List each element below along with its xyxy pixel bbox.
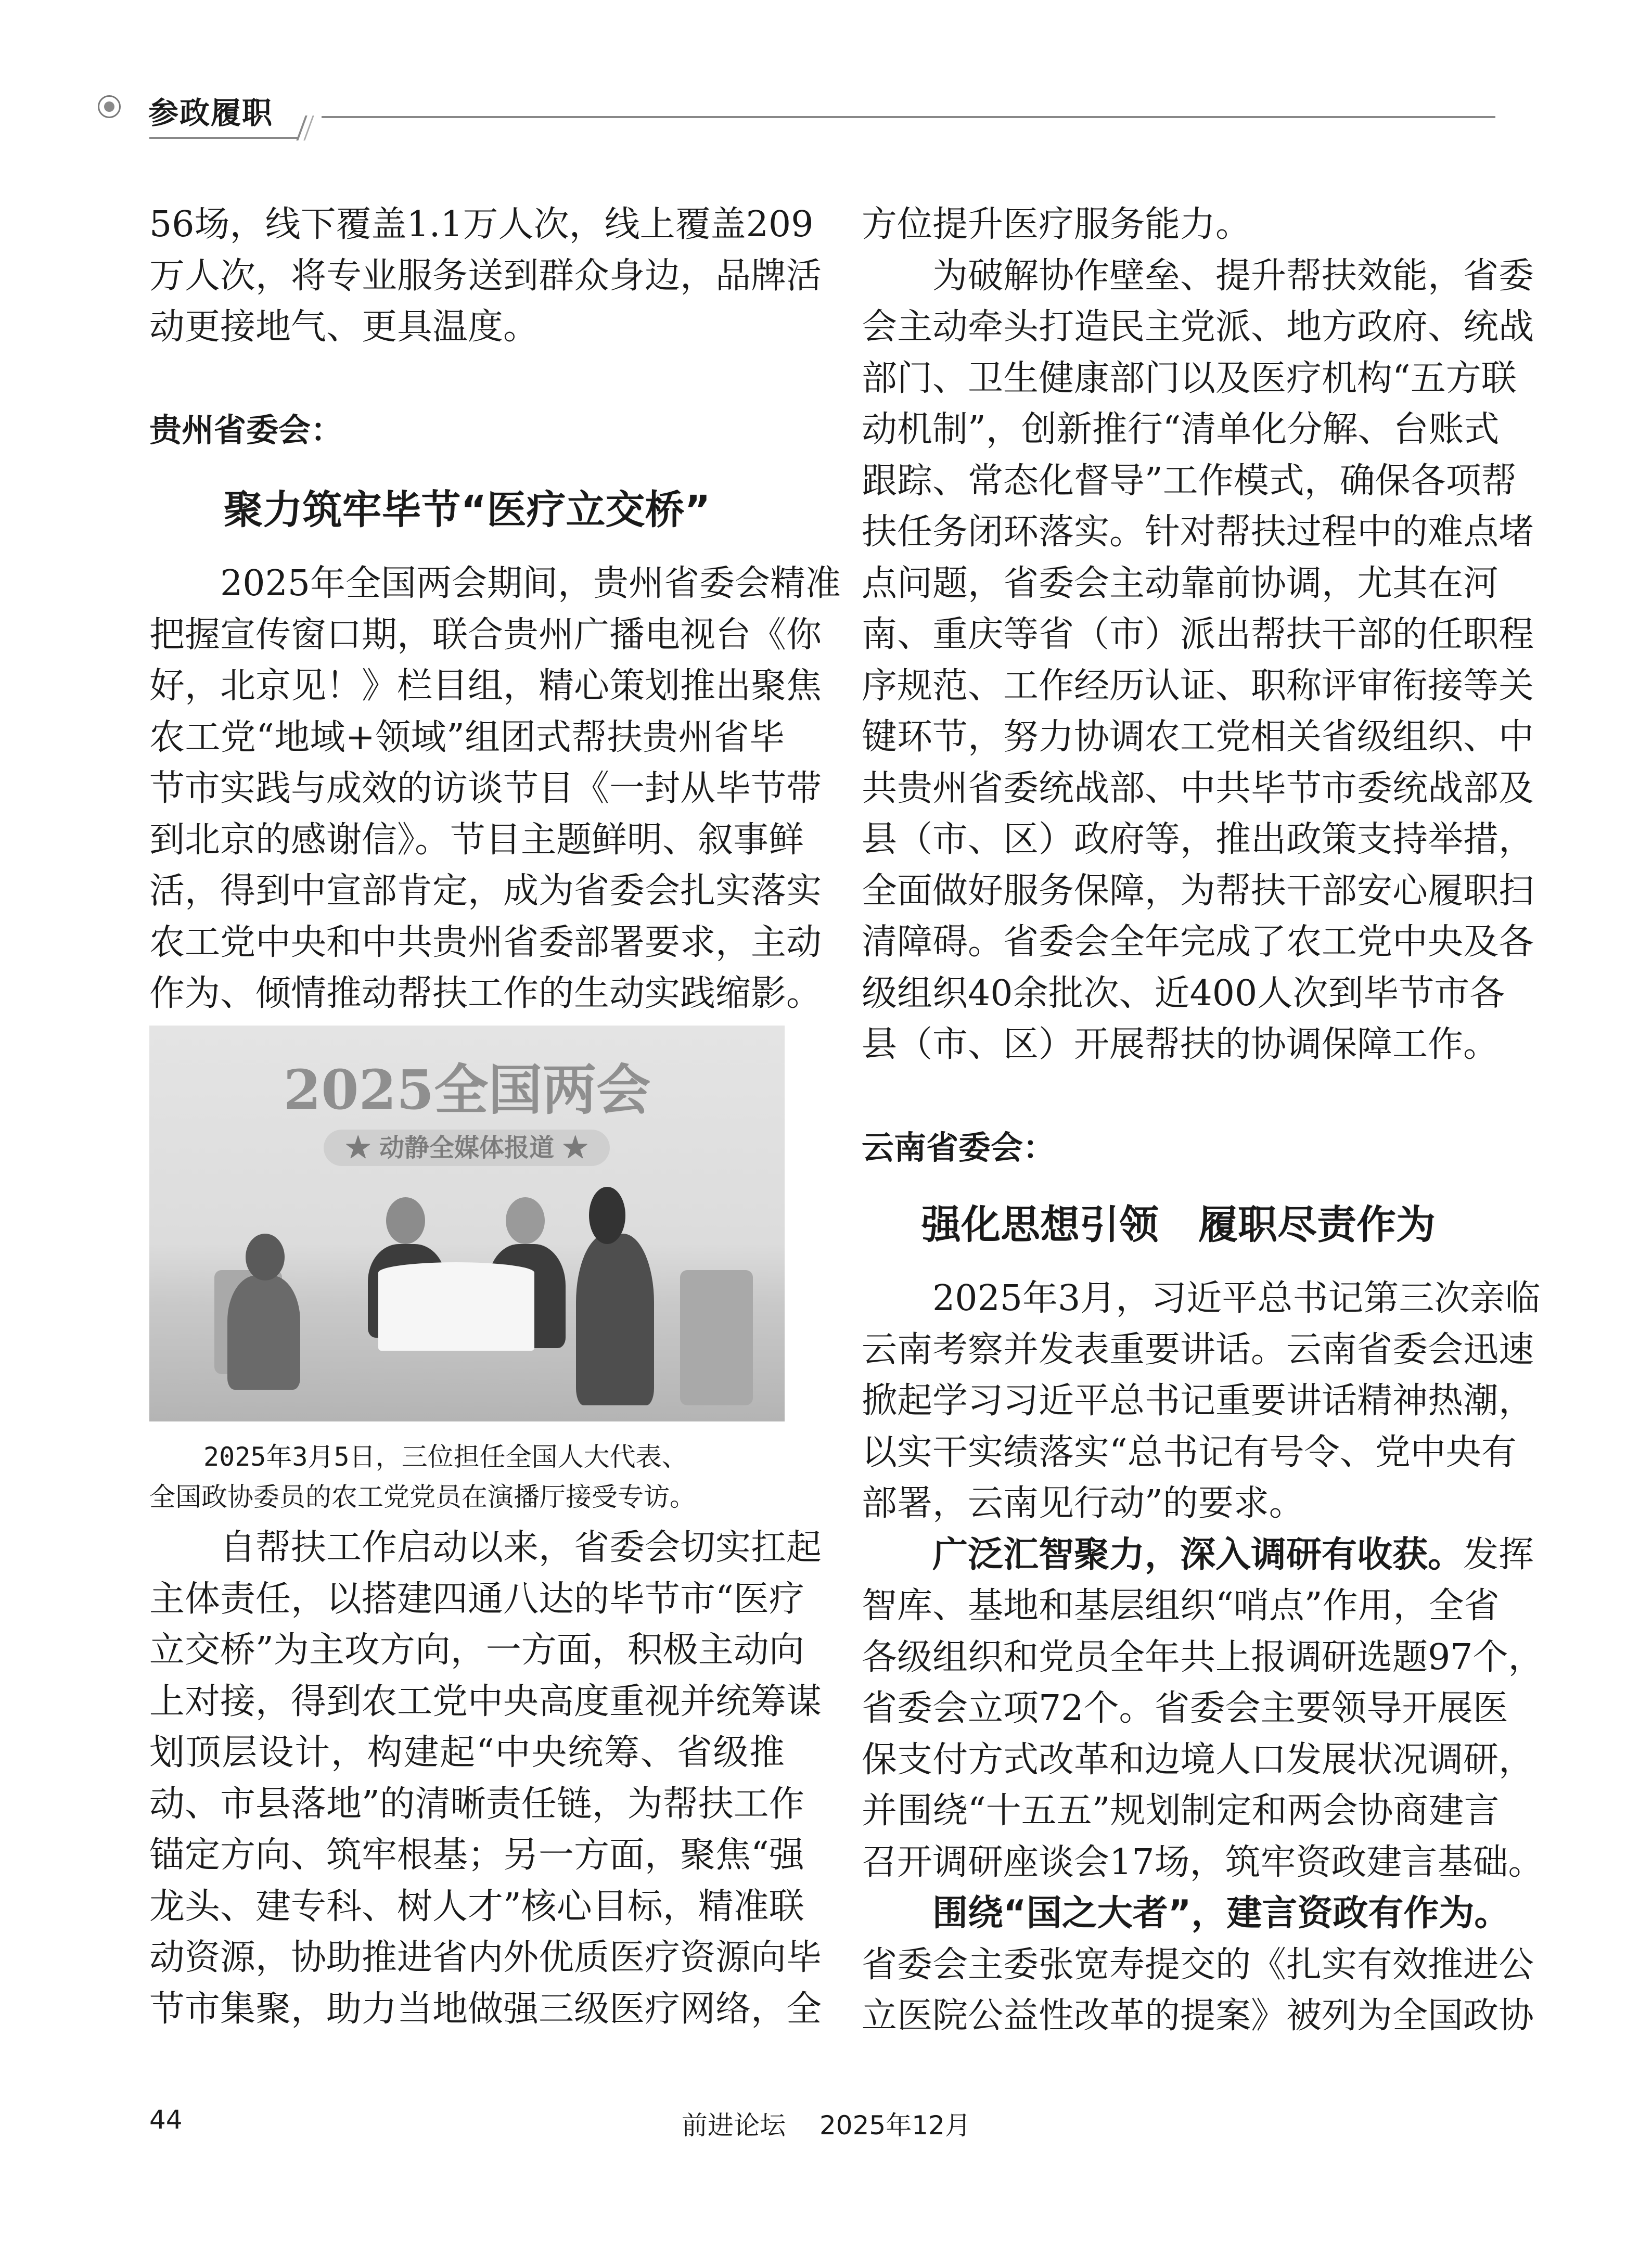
- line-text: 节市实践与成效的访谈节目《一封从毕节带: [149, 768, 822, 809]
- text-line: [149, 1625, 804, 1676]
- line-text: 级组织40余批次、近400人次到毕节市各: [862, 972, 1505, 1014]
- line-text: 上对接，得到农工党中央高度重视并统筹谋: [149, 1681, 822, 1722]
- text-line: [149, 1932, 822, 1984]
- text-line: [149, 558, 841, 610]
- text-line: [149, 199, 814, 251]
- line-text: 全面做好服务保障，为帮扶干部安心履职扫: [862, 870, 1534, 912]
- publication-name: 前进论坛: [682, 2110, 786, 2141]
- caption-line: 全国政协委员的农工党党员在演播厅接受专访。: [149, 1482, 696, 1512]
- text-line: [862, 1683, 1508, 1735]
- text-line: [149, 1676, 822, 1728]
- text-line: [149, 302, 785, 353]
- page-number: 44: [149, 2105, 183, 2135]
- text-line: [862, 558, 1499, 610]
- text-line: [862, 251, 1534, 302]
- line-text: 会主动牵头打造民主党派、地方政府、统战: [862, 306, 1534, 348]
- text-line: [149, 815, 804, 866]
- line-text: 把握宣传窗口期，联合贵州广播电视台《你: [149, 614, 822, 656]
- line-text: 到北京的感谢信》。节目主题鲜明、叙事鲜: [149, 819, 804, 861]
- line-text: 农工党“地域+领域”组团式帮扶贵州省毕: [149, 716, 785, 758]
- text-line: [862, 302, 1534, 353]
- line-text: 掀起学习习近平总书记重要讲话精神热潮，: [862, 1380, 1534, 1421]
- line-text: 以实干实绩落实“总书记有号令、党中央有: [862, 1431, 1517, 1473]
- paragraph: [149, 1522, 822, 2035]
- text-line: [149, 251, 822, 302]
- line-text: 并围绕“十五五”规划制定和两会协商建言: [862, 1790, 1500, 1831]
- line-text: 好，北京见！》栏目组，精心策划推出聚焦: [149, 665, 822, 707]
- text-line: [862, 1427, 1517, 1479]
- paragraph: [862, 1888, 1534, 2042]
- line-text: 方位提升医疗服务能力。: [862, 204, 1251, 245]
- text-line: [862, 1019, 1499, 1071]
- line-text: 动机制”，创新推行“清单化分解、台账式: [862, 409, 1500, 450]
- text-line: [862, 1632, 1544, 1684]
- line-text: 2025年3月，习近平总书记第三次亲临: [932, 1278, 1541, 1319]
- run-in-heading: 围绕“国之大者”，建言资政有作为。: [932, 1893, 1510, 1934]
- line-text: 南、重庆等省（市）派出帮扶干部的任职程: [862, 614, 1534, 655]
- text-line: [149, 712, 785, 764]
- photo-caption: [149, 1437, 785, 1517]
- text-line: [862, 814, 1534, 866]
- text-line: [862, 917, 1534, 968]
- text-line: [149, 1574, 804, 1625]
- text-line: [862, 866, 1534, 917]
- text-line: [149, 1881, 804, 1933]
- line-text: 立交桥”为主攻方向，一方面，积极主动向: [149, 1630, 804, 1671]
- line-text: 召开调研座谈会17场，筑牢资政建言基础。: [862, 1841, 1544, 1883]
- text-line: [862, 609, 1534, 661]
- photo-banner-title: 2025全国两会: [283, 1058, 651, 1122]
- text-line: [149, 1779, 804, 1830]
- line-text: 智库、基地和基层组织“哨点”作用，全省: [862, 1585, 1500, 1626]
- caption-line: 2025年3月5日，三位担任全国人大代表、: [203, 1442, 688, 1472]
- interview-photo: [149, 1026, 785, 1421]
- line-text: 作为、倾情推动帮扶工作的生动实践缩影。: [149, 973, 822, 1014]
- section-title-guizhou: 聚力筑牢毕节“医疗立交桥”: [223, 486, 711, 533]
- line-text: 节市集聚，助力当地做强三级医疗网络，全: [149, 1988, 822, 2030]
- text-line: [862, 1940, 1534, 1991]
- text-line: [862, 507, 1534, 558]
- text-line: [149, 1830, 804, 1881]
- text-line: [149, 1522, 822, 1574]
- line-text: 划顶层设计，构建起“中央统筹、省级推: [149, 1732, 785, 1773]
- line-text: 清障碍。省委会全年完成了农工党中央及各: [862, 921, 1534, 963]
- line-text: 动更接地气、更具温度。: [149, 306, 539, 348]
- line-text: 为破解协作壁垒、提升帮扶效能，省委: [932, 255, 1534, 297]
- text-line: [862, 1273, 1541, 1325]
- line-text: 动资源，协助推进省内外优质医疗资源向毕: [149, 1937, 822, 1978]
- line-text: 各级组织和党员全年共上报调研选题97个，: [862, 1636, 1544, 1678]
- text-line: [149, 968, 822, 1020]
- line-text: 共贵州省委统战部、中共毕节市委统战部及: [862, 767, 1534, 809]
- section-label-guizhou: 贵州省委会：: [149, 411, 343, 449]
- line-text: 2025年全国两会期间，贵州省委会精准: [220, 563, 841, 604]
- line-text: 万人次，将专业服务送到群众身边，品牌活: [149, 255, 822, 297]
- continued-paragraph: [862, 199, 1495, 251]
- line-text: 县（市、区）政府等，推出政策支持举措，: [862, 819, 1534, 860]
- text-line: [149, 661, 822, 712]
- text-line: [862, 968, 1505, 1020]
- line-text: 县（市、区）开展帮扶的协调保障工作。: [862, 1024, 1499, 1065]
- text-line: [862, 1735, 1534, 1786]
- paragraph: [862, 1530, 1544, 1889]
- text-line: [862, 199, 1495, 251]
- text-line: [862, 1581, 1500, 1632]
- line-text: 56场，线下覆盖1.1万人次，线上覆盖209: [149, 204, 814, 245]
- text-line: [862, 1888, 1510, 1940]
- photo-banner-subtitle: ★ 动静全媒体报道 ★: [324, 1130, 610, 1166]
- section-header-title: 参政履职: [148, 95, 274, 131]
- line-text: 龙头、建专科、树人才”核心目标，精准联: [149, 1886, 804, 1927]
- text-line: [149, 866, 822, 917]
- header-rule-lower: [149, 137, 298, 139]
- line-text: 云南考察并发表重要讲话。云南省委会迅速: [862, 1329, 1534, 1370]
- target-circle-icon: [98, 95, 121, 118]
- text-line: [862, 353, 1517, 405]
- line-text: 动、市县落地”的清晰责任链，为帮扶工作: [149, 1783, 804, 1825]
- text-line: [149, 610, 822, 661]
- line-text: 自帮扶工作启动以来，省委会切实扛起: [220, 1527, 822, 1568]
- text-line: [149, 917, 822, 969]
- line-text: 主体责任，以搭建四通八达的毕节市“医疗: [149, 1578, 804, 1620]
- line-text: 农工党中央和中共贵州省委部署要求，主动: [149, 921, 822, 963]
- line-text: 活，得到中宣部肯定，成为省委会扎实落实: [149, 870, 822, 912]
- text-line: [862, 1478, 1495, 1530]
- text-line: [862, 404, 1500, 456]
- text-line: [862, 1376, 1534, 1427]
- text-line: [862, 1325, 1534, 1376]
- line-text: 保支付方式改革和边境人口发展状况调研，: [862, 1739, 1534, 1780]
- line-text: 点问题，省委会主动靠前协调，尤其在河: [862, 562, 1499, 604]
- paragraph: [149, 558, 841, 1020]
- intro-paragraph: [149, 199, 822, 353]
- line-text: 部署，云南见行动”的要求。: [862, 1483, 1304, 1524]
- line-text: 锚定方向、筑牢根基；另一方面，聚焦“强: [149, 1835, 804, 1876]
- text-line: [862, 1837, 1544, 1889]
- line-text: 跟踪、常态化督导”工作模式，确保各项帮: [862, 460, 1517, 502]
- text-line: [149, 763, 822, 815]
- line-text: 部门、卫生健康部门以及医疗机构“五方联: [862, 357, 1517, 399]
- text-line: [149, 1984, 822, 2035]
- line-text: 省委会立项72个。省委会主要领导开展医: [862, 1688, 1508, 1729]
- header-rule: [322, 116, 1495, 118]
- text-line: [862, 763, 1534, 815]
- line-text: 键环节，努力协调农工党相关省级组织、中: [862, 716, 1534, 758]
- section-label-yunnan: 云南省委会：: [862, 1129, 1056, 1167]
- issue-date: 2025年12月: [819, 2110, 971, 2141]
- line-text: 立医院公益性改革的提案》被列为全国政协: [862, 1995, 1534, 2036]
- text-line: [862, 1530, 1534, 1581]
- text-line: [862, 661, 1534, 712]
- text-line: [862, 456, 1517, 507]
- line-text: 序规范、工作经历认证、职称评审衔接等关: [862, 665, 1534, 707]
- section-title-yunnan: 强化思想引领 履职尽责作为: [921, 1201, 1436, 1248]
- line-text: 省委会主委张宽寿提交的《扎实有效推进公: [862, 1944, 1534, 1985]
- line-text: 发挥: [1463, 1534, 1534, 1575]
- paragraph: [862, 251, 1534, 1071]
- text-line: [862, 1991, 1534, 2042]
- line-text: 扶任务闭环落实。针对帮扶过程中的难点堵: [862, 511, 1534, 553]
- text-line: [862, 712, 1534, 763]
- paragraph: [862, 1273, 1541, 1530]
- text-line: [149, 1727, 785, 1779]
- run-in-heading: 广泛汇智聚力，深入调研有收获。: [932, 1534, 1464, 1575]
- text-line: [862, 1786, 1500, 1837]
